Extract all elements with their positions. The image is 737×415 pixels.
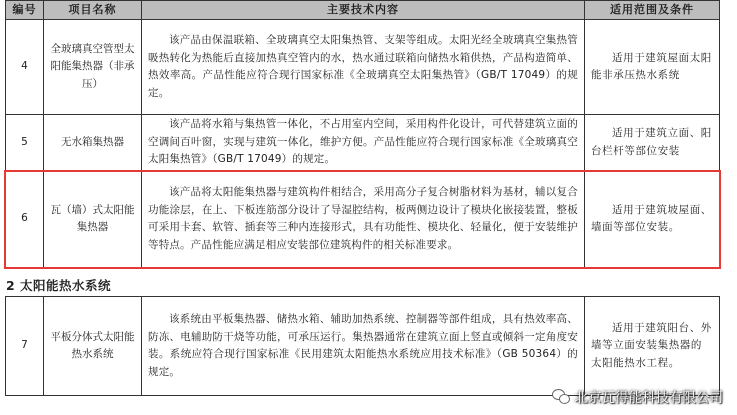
row-scope: 适用于建筑阳台、外墙等立面安装集热器的太阳能热水工程。 bbox=[585, 297, 720, 396]
row-name: 全玻璃真空管型太阳能集热器（非承压） bbox=[44, 20, 142, 115]
row-desc: 该产品由保温联箱、全玻璃真空太阳集热管、支架等组成。太阳光经全玻璃真空集热管吸热转化为热能后直接加热真空管内的水，热水通过联箱向储热水箱供热，产品构造简单、热效率高。产品性能应符合现行国家标准《全玻璃真空太阳集热管》（GB/T 17049）的规定。 bbox=[142, 20, 585, 115]
header-name: 项目名称 bbox=[44, 1, 142, 20]
row-num: 5 bbox=[6, 115, 44, 171]
table-header-row bbox=[6, 1, 720, 20]
tech-table-2 bbox=[5, 296, 720, 396]
row-num: 7 bbox=[6, 297, 44, 396]
header-desc: 主要技术内容 bbox=[142, 1, 585, 20]
wechat-icon bbox=[552, 388, 570, 404]
row-scope: 适用于建筑屋面太阳能非承压热水系统 bbox=[585, 20, 720, 115]
table-row bbox=[6, 297, 720, 396]
row-num: 6 bbox=[6, 171, 44, 268]
row-scope: 适用于建筑坡屋面、墙面等部位安装。 bbox=[585, 171, 720, 268]
header-num: 编号 bbox=[6, 1, 44, 20]
table-row bbox=[6, 115, 720, 171]
row-scope: 适用于建筑立面、阳台栏杆等部位安装 bbox=[585, 115, 720, 171]
table-row bbox=[6, 20, 720, 115]
header-scope: 适用范围及条件 bbox=[585, 1, 720, 20]
row-name: 无水箱集热器 bbox=[44, 115, 142, 171]
row-desc: 该系统由平板集热器、储热水箱、辅助加热系统、控制器等部件组成，具有热效率高、防冻、电辅助防干烧等功能，可承压运行。集热器通常在建筑立面上竖直或倾斜一定角度安装。系统应符合现行国家标准《民用建筑太阳能热水系统应用技术标准》（GB 50364）的规定。 bbox=[142, 297, 585, 396]
row-name: 瓦（墙）式太阳能集热器 bbox=[44, 171, 142, 268]
row-name: 平板分体式太阳能热水系统 bbox=[44, 297, 142, 396]
row-desc: 该产品将水箱与集热管一体化，不占用室内空间，采用构件化设计，可代替建筑立面的空调间百叶窗，实现与建筑一体化，维护方便。产品性能应符合现行国家标准《全玻璃真空太阳集热管》（GB/T 17049）的规定。 bbox=[142, 115, 585, 171]
table-row bbox=[6, 171, 720, 268]
section-title: 2 太阳能热水系统 bbox=[6, 278, 112, 293]
tech-table-1 bbox=[5, 0, 720, 268]
watermark-text: 北京瓦得能科技有限公司 bbox=[574, 390, 723, 406]
row-num: 4 bbox=[6, 20, 44, 115]
row-desc: 该产品将太阳能集热器与建筑构件相结合，采用高分子复合树脂材料为基材，辅以复合功能涂层，在上、下板连筋部分设计了导湿腔结构，板两侧边设计了模块化嵌接装置，整板可采用卡套、软管、插套等三种内连接形式，具有功能性、模块化、轻量化，便于安装维护等特点。产品性能应满足相应安装部位建筑构件的相关标准要求。 bbox=[142, 171, 585, 268]
watermark bbox=[552, 386, 724, 406]
